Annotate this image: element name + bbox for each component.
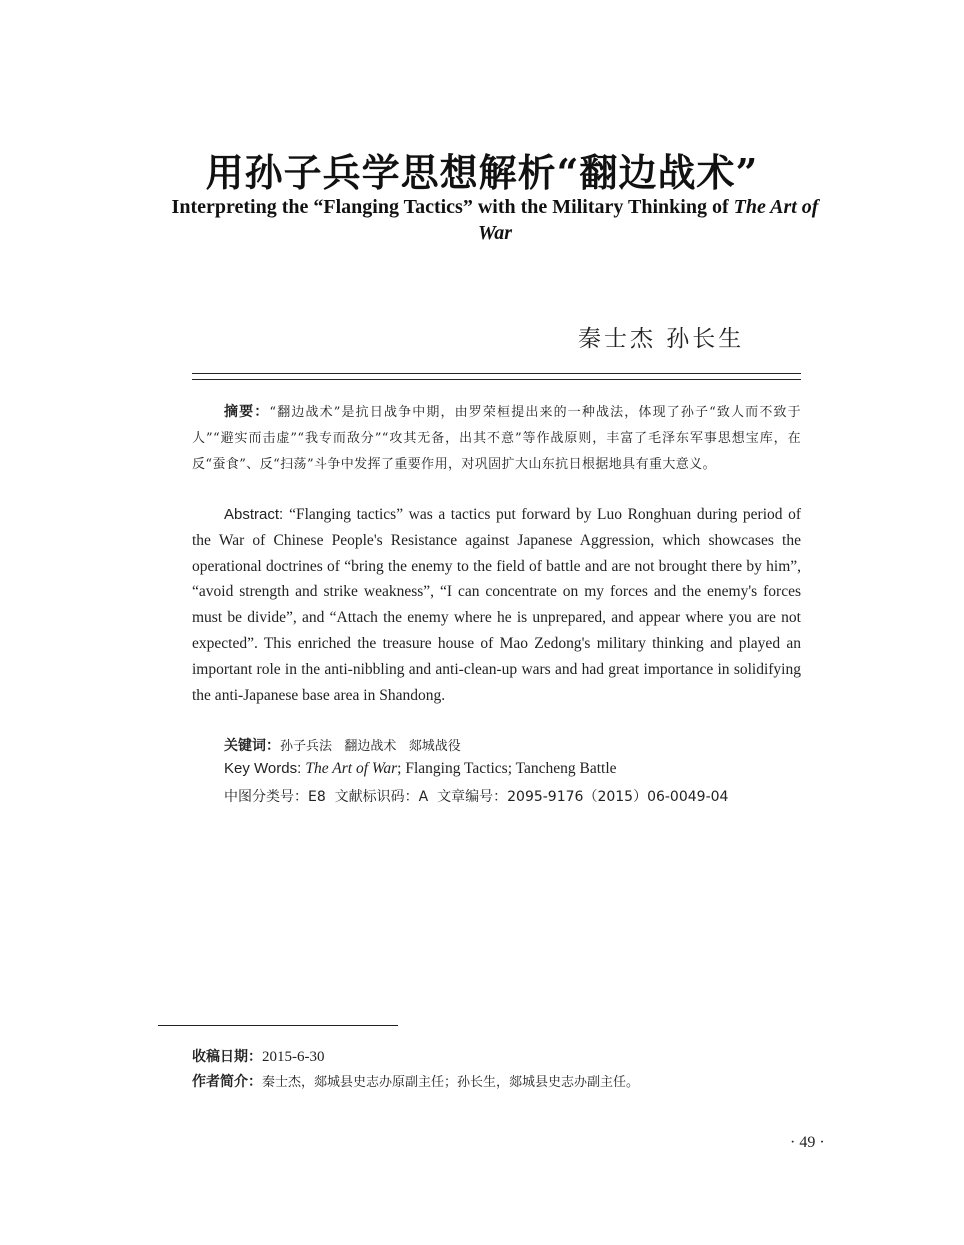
abstract-cn-text: “翻边战术”是抗日战争中期，由罗荣桓提出来的一种战法，体现了孙子“致人而不致于人”“避实而击虚”“我专而敌分”“攻其无备，出其不意”等作战原则，丰富了毛泽东军事思想宝库，在反“蚕食”、反“扫荡”斗争中发挥了重要作用，对巩固扩大山东抗日根据地具有重大意义。 xyxy=(192,405,801,472)
keywords-chinese xyxy=(224,735,461,755)
abstract-english xyxy=(192,502,801,708)
footnote-rule xyxy=(158,1025,398,1026)
page-number: · 49 · xyxy=(790,1134,825,1151)
received-value: 2015-6-30 xyxy=(262,1049,325,1065)
footnote-received xyxy=(192,1046,325,1066)
authors: 秦士杰 孙长生 xyxy=(578,326,745,352)
keywords-cn-label: 关键词： xyxy=(224,738,280,754)
title-chinese: 用孙子兵学思想解析“翻边战术” xyxy=(205,150,759,195)
keywords-en-label: Key Words: xyxy=(224,760,306,777)
footnote-author xyxy=(192,1071,639,1091)
abstract-chinese xyxy=(192,399,801,478)
top-rule xyxy=(192,373,801,374)
abstract-en-label: Abstract: xyxy=(224,506,290,523)
abstract-cn-label: 摘要： xyxy=(224,404,270,420)
keywords-en-italic: The Art of War xyxy=(305,760,398,777)
keywords-english xyxy=(224,760,617,778)
classification-line: 中图分类号：E8 文献标识码：A 文章编号：2095-9176（2015）06-0049-04 xyxy=(224,789,729,805)
top-rule-second xyxy=(192,379,801,380)
title-english xyxy=(160,194,830,246)
received-label: 收稿日期： xyxy=(192,1049,262,1065)
author-value: 秦士杰，郯城县史志办原副主任；孙长生，郯城县史志办副主任。 xyxy=(262,1075,640,1090)
title-english-main: Interpreting the “Flanging Tactics” with the Military Thinking of xyxy=(171,196,734,218)
title-english-italic: The Art of War xyxy=(477,196,819,244)
author-label: 作者简介： xyxy=(192,1074,262,1090)
keywords-en-rest: ; Flanging Tactics; Tancheng Battle xyxy=(397,760,617,777)
keywords-cn-text: 孙子兵法 翻边战术 郯城战役 xyxy=(280,739,461,754)
abstract-en-text: “Flanging tactics” was a tactics put forward by Luo Ronghuan during period of the War of Chinese People's Resistance against Japanese Aggression, which showcases the operational doctrines of “bring the enemy to the field of battle and are not brought there by him”, “avoid strength and strike weakness”, “I can concentrate on my forces and the enemy's forces must be divide”, and “Attach the enemy where he is unprepared, and appear where you are not expected”. This enriched the treasure house of Mao Zedong's military thinking and played an important role in the anti-nibbling and anti-clean-up wars and had great importance in solidifying the anti-Japanese base area in Shandong. xyxy=(192,506,801,704)
